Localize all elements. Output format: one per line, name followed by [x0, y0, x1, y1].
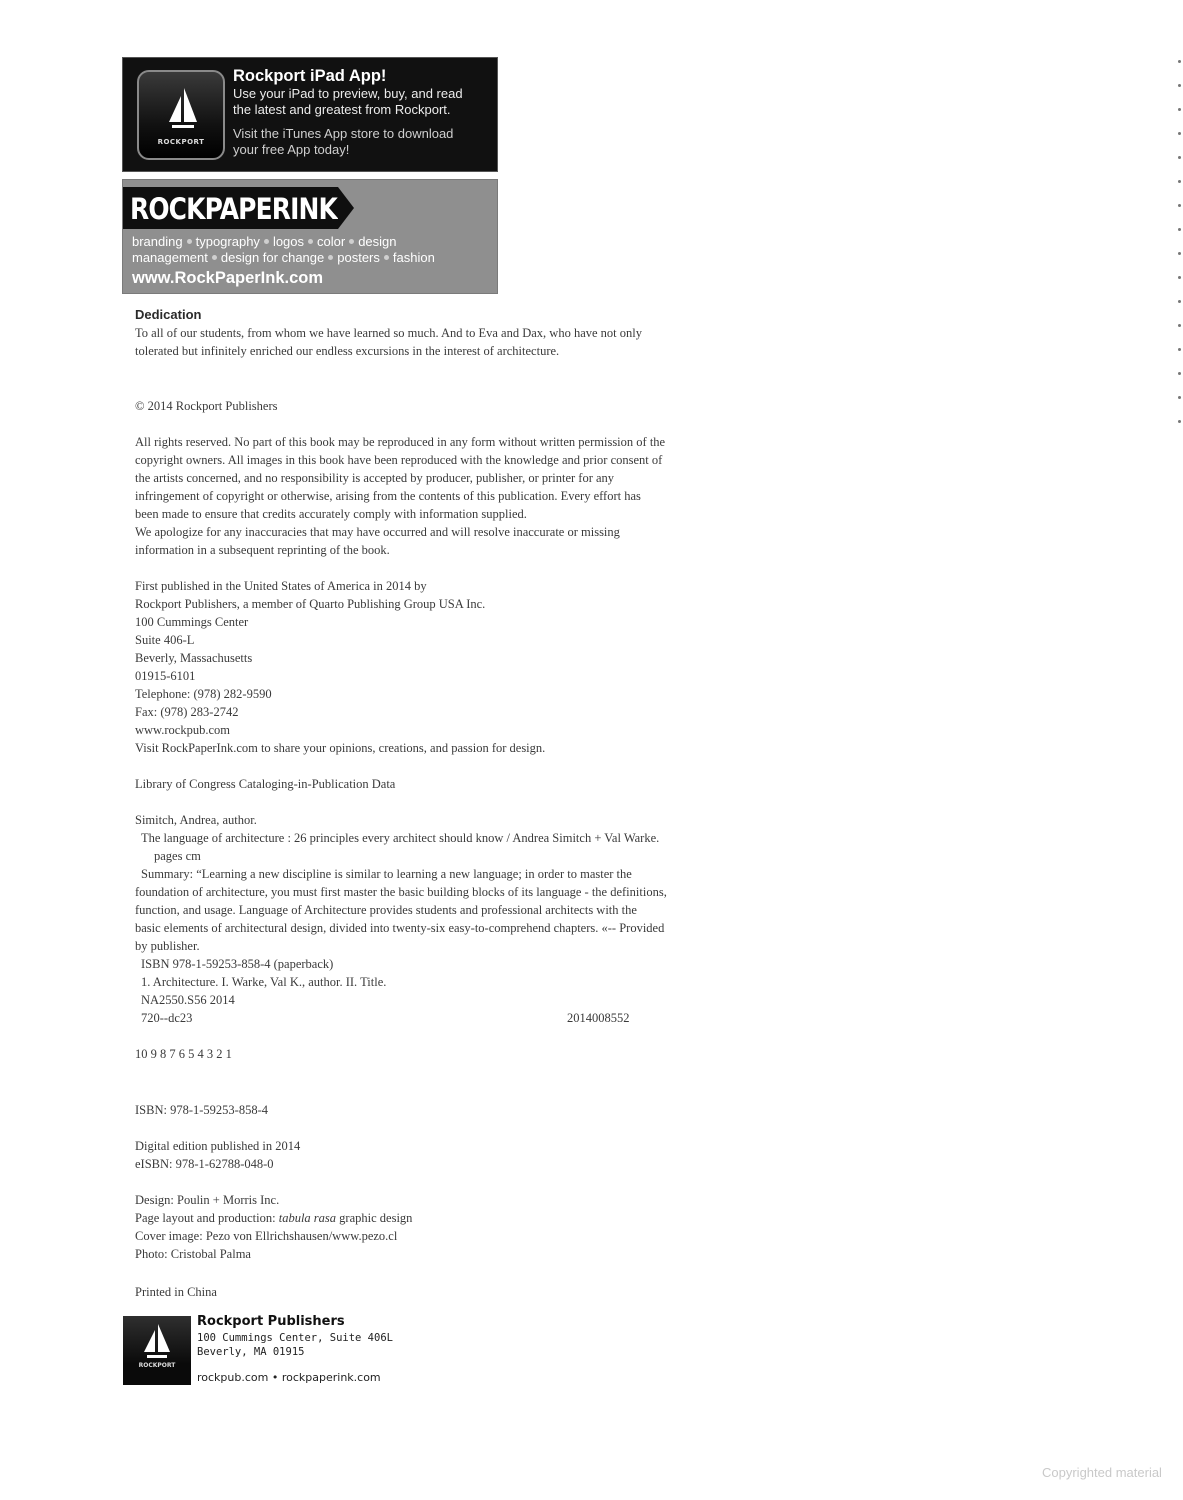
cip-classification: NA2550.S56 2014	[141, 993, 235, 1007]
publisher-website: www.rockpub.com	[135, 723, 231, 737]
category-item: branding	[132, 234, 183, 249]
publisher-line: 100 Cummings Center	[135, 615, 249, 629]
dedication-heading: Dedication	[135, 307, 202, 322]
publisher-address: Beverly, MA 01915	[197, 1346, 305, 1358]
rockpaperink-banner[interactable]	[122, 179, 498, 294]
publisher-line: Beverly, Massachusetts	[135, 651, 253, 665]
bullet-icon	[187, 239, 192, 244]
publisher-line: Suite 406-L	[135, 633, 195, 647]
copyright-line: © 2014 Rockport Publishers	[135, 399, 278, 413]
publisher-section	[135, 577, 645, 757]
edge-bullets	[1178, 60, 1183, 444]
rights-line: the artists concerned, and no responsibility is accepted by producer, publisher, or printer for any	[135, 471, 615, 485]
cip-pages: pages cm	[154, 849, 201, 863]
rights-section	[135, 433, 666, 559]
printing-line: 10 9 8 7 6 5 4 3 2 1	[135, 1047, 232, 1061]
publisher-line: 01915-6101	[135, 669, 196, 683]
credit-photo: Photo: Cristobal Palma	[135, 1247, 251, 1261]
rights-line: infringement of copyright or otherwise, arising from the contents of this publication. Every effort has	[135, 489, 641, 503]
cip-author: Simitch, Andrea, author.	[135, 813, 257, 827]
rights-line: copyright owners. All images in this book have been reproduced with the knowledge and prior consent of	[135, 453, 663, 467]
publisher-line: Fax: (978) 283-2742	[135, 705, 239, 719]
category-item: design	[358, 234, 397, 249]
bullet-icon	[212, 255, 217, 260]
logo-caption: ROCKPORT	[138, 1362, 176, 1369]
category-item: logos	[272, 234, 305, 249]
category-item: color	[317, 234, 346, 249]
sailboat-icon	[169, 88, 197, 132]
publisher-address: 100 Cummings Center, Suite 406L	[197, 1332, 393, 1344]
categories-line-2	[132, 250, 492, 266]
credit-layout-studio: tabula rasa	[278, 1211, 337, 1225]
credits-section	[135, 1191, 645, 1263]
cip-dewey-row	[135, 1009, 645, 1027]
app-banner-line: your free App today!	[233, 142, 350, 157]
digital-line: Digital edition published in 2014	[135, 1139, 301, 1153]
bullet-icon	[308, 239, 313, 244]
loc-heading: Library of Congress Cataloging-in-Publication Data	[135, 777, 396, 791]
cip-lccn: 2014008552	[567, 1011, 630, 1025]
credit-layout-prefix: Page layout and production:	[135, 1211, 279, 1225]
category-item: posters	[337, 250, 380, 265]
cip-summary-line: basic elements of architectural design, divided into twenty-six easy-to-comprehend chapters. «-- Provided	[135, 921, 665, 935]
isbn-line: ISBN: 978-1-59253-858-4	[135, 1103, 268, 1117]
rights-line: been made to ensure that credits accurately comply with information supplied.	[135, 507, 527, 521]
bullet-icon	[264, 239, 269, 244]
dedication-line: To all of our students, from whom we have learned so much. And to Eva and Dax, who have not only	[135, 326, 643, 340]
credit-cover: Cover image: Pezo von Ellrichshausen/www.pezo.cl	[135, 1229, 398, 1243]
rights-line: We apologize for any inaccuracies that may have occurred and will resolve inaccurate or missing	[135, 525, 620, 539]
app-banner-line: Visit the iTunes App store to download	[233, 126, 454, 141]
cip-summary-line: foundation of architecture, you must first master the basic building blocks of its language - the definitions,	[135, 885, 667, 899]
bullet-icon	[328, 255, 333, 260]
rights-line: All rights reserved. No part of this book may be reproduced in any form without written permission of the	[135, 435, 666, 449]
cip-summary-line: Summary: “Learning a new discipline is similar to learning a new language; in order to master the	[141, 867, 632, 881]
printed-in: Printed in China	[135, 1285, 217, 1299]
dedication-section	[135, 306, 645, 360]
app-banner-line: the latest and greatest from Rockport.	[233, 102, 451, 117]
publisher-line: Visit RockPaperInk.com to share your opinions, creations, and passion for design.	[135, 741, 546, 755]
publisher-line: Telephone: (978) 282-9590	[135, 687, 272, 701]
app-banner-text	[233, 66, 495, 158]
eisbn-line: eISBN: 978-1-62788-048-0	[135, 1157, 274, 1171]
cip-isbn: ISBN 978-1-59253-858-4 (paperback)	[141, 957, 334, 971]
cip-title: The language of architecture : 26 principles every architect should know / Andrea Simitch + Val Warke.	[141, 831, 660, 845]
cip-summary-line: by publisher.	[135, 939, 200, 953]
rockpaperink-logo-arrow	[338, 187, 354, 229]
cip-dewey: 720--dc23	[141, 1011, 193, 1025]
category-item: management	[132, 250, 208, 265]
app-banner-line: Use your iPad to preview, buy, and read	[233, 86, 463, 101]
category-item: design for change	[220, 250, 325, 265]
category-item: typography	[195, 234, 260, 249]
publisher-footer	[197, 1313, 457, 1359]
categories-line-1	[132, 234, 492, 250]
credit-design: Design: Poulin + Morris Inc.	[135, 1193, 280, 1207]
ipad-app-banner[interactable]	[122, 57, 498, 172]
cip-subjects: 1. Architecture. I. Warke, Val K., author. II. Title.	[141, 975, 387, 989]
rockpaperink-logo	[123, 187, 338, 229]
category-item: fashion	[392, 250, 435, 265]
credit-layout	[135, 1209, 645, 1227]
credit-layout-suffix: graphic design	[336, 1211, 413, 1225]
publisher-line: Rockport Publishers, a member of Quarto Publishing Group USA Inc.	[135, 597, 486, 611]
publisher-line: First published in the United States of America in 2014 by	[135, 579, 427, 593]
publisher-name: Rockport Publishers	[197, 1314, 345, 1329]
app-icon-caption: ROCKPORT	[157, 138, 205, 146]
cip-summary-line: function, and usage. Language of Architecture provides students and professional architects with the	[135, 903, 637, 917]
copyright-watermark: Copyrighted material	[1042, 1465, 1162, 1480]
app-banner-title: Rockport iPad App!	[233, 67, 387, 85]
sailboat-icon	[144, 1324, 170, 1360]
rockport-app-icon	[137, 70, 225, 160]
rockpaperink-categories	[132, 234, 492, 266]
publisher-links[interactable]: rockpub.com • rockpaperink.com	[197, 1371, 381, 1384]
rockport-logo	[123, 1316, 191, 1385]
cip-section	[135, 811, 667, 1027]
bullet-icon	[349, 239, 354, 244]
rockpaperink-logo-text: ROCKPAPERINK	[130, 192, 338, 226]
rights-line: information in a subsequent reprinting of the book.	[135, 543, 390, 557]
dedication-line: tolerated but infinitely enriched our endless excursions in the interest of architecture.	[135, 344, 560, 358]
rockpaperink-url[interactable]: www.RockPaperInk.com	[132, 269, 324, 287]
bullet-icon	[384, 255, 389, 260]
digital-edition-section	[135, 1137, 645, 1173]
